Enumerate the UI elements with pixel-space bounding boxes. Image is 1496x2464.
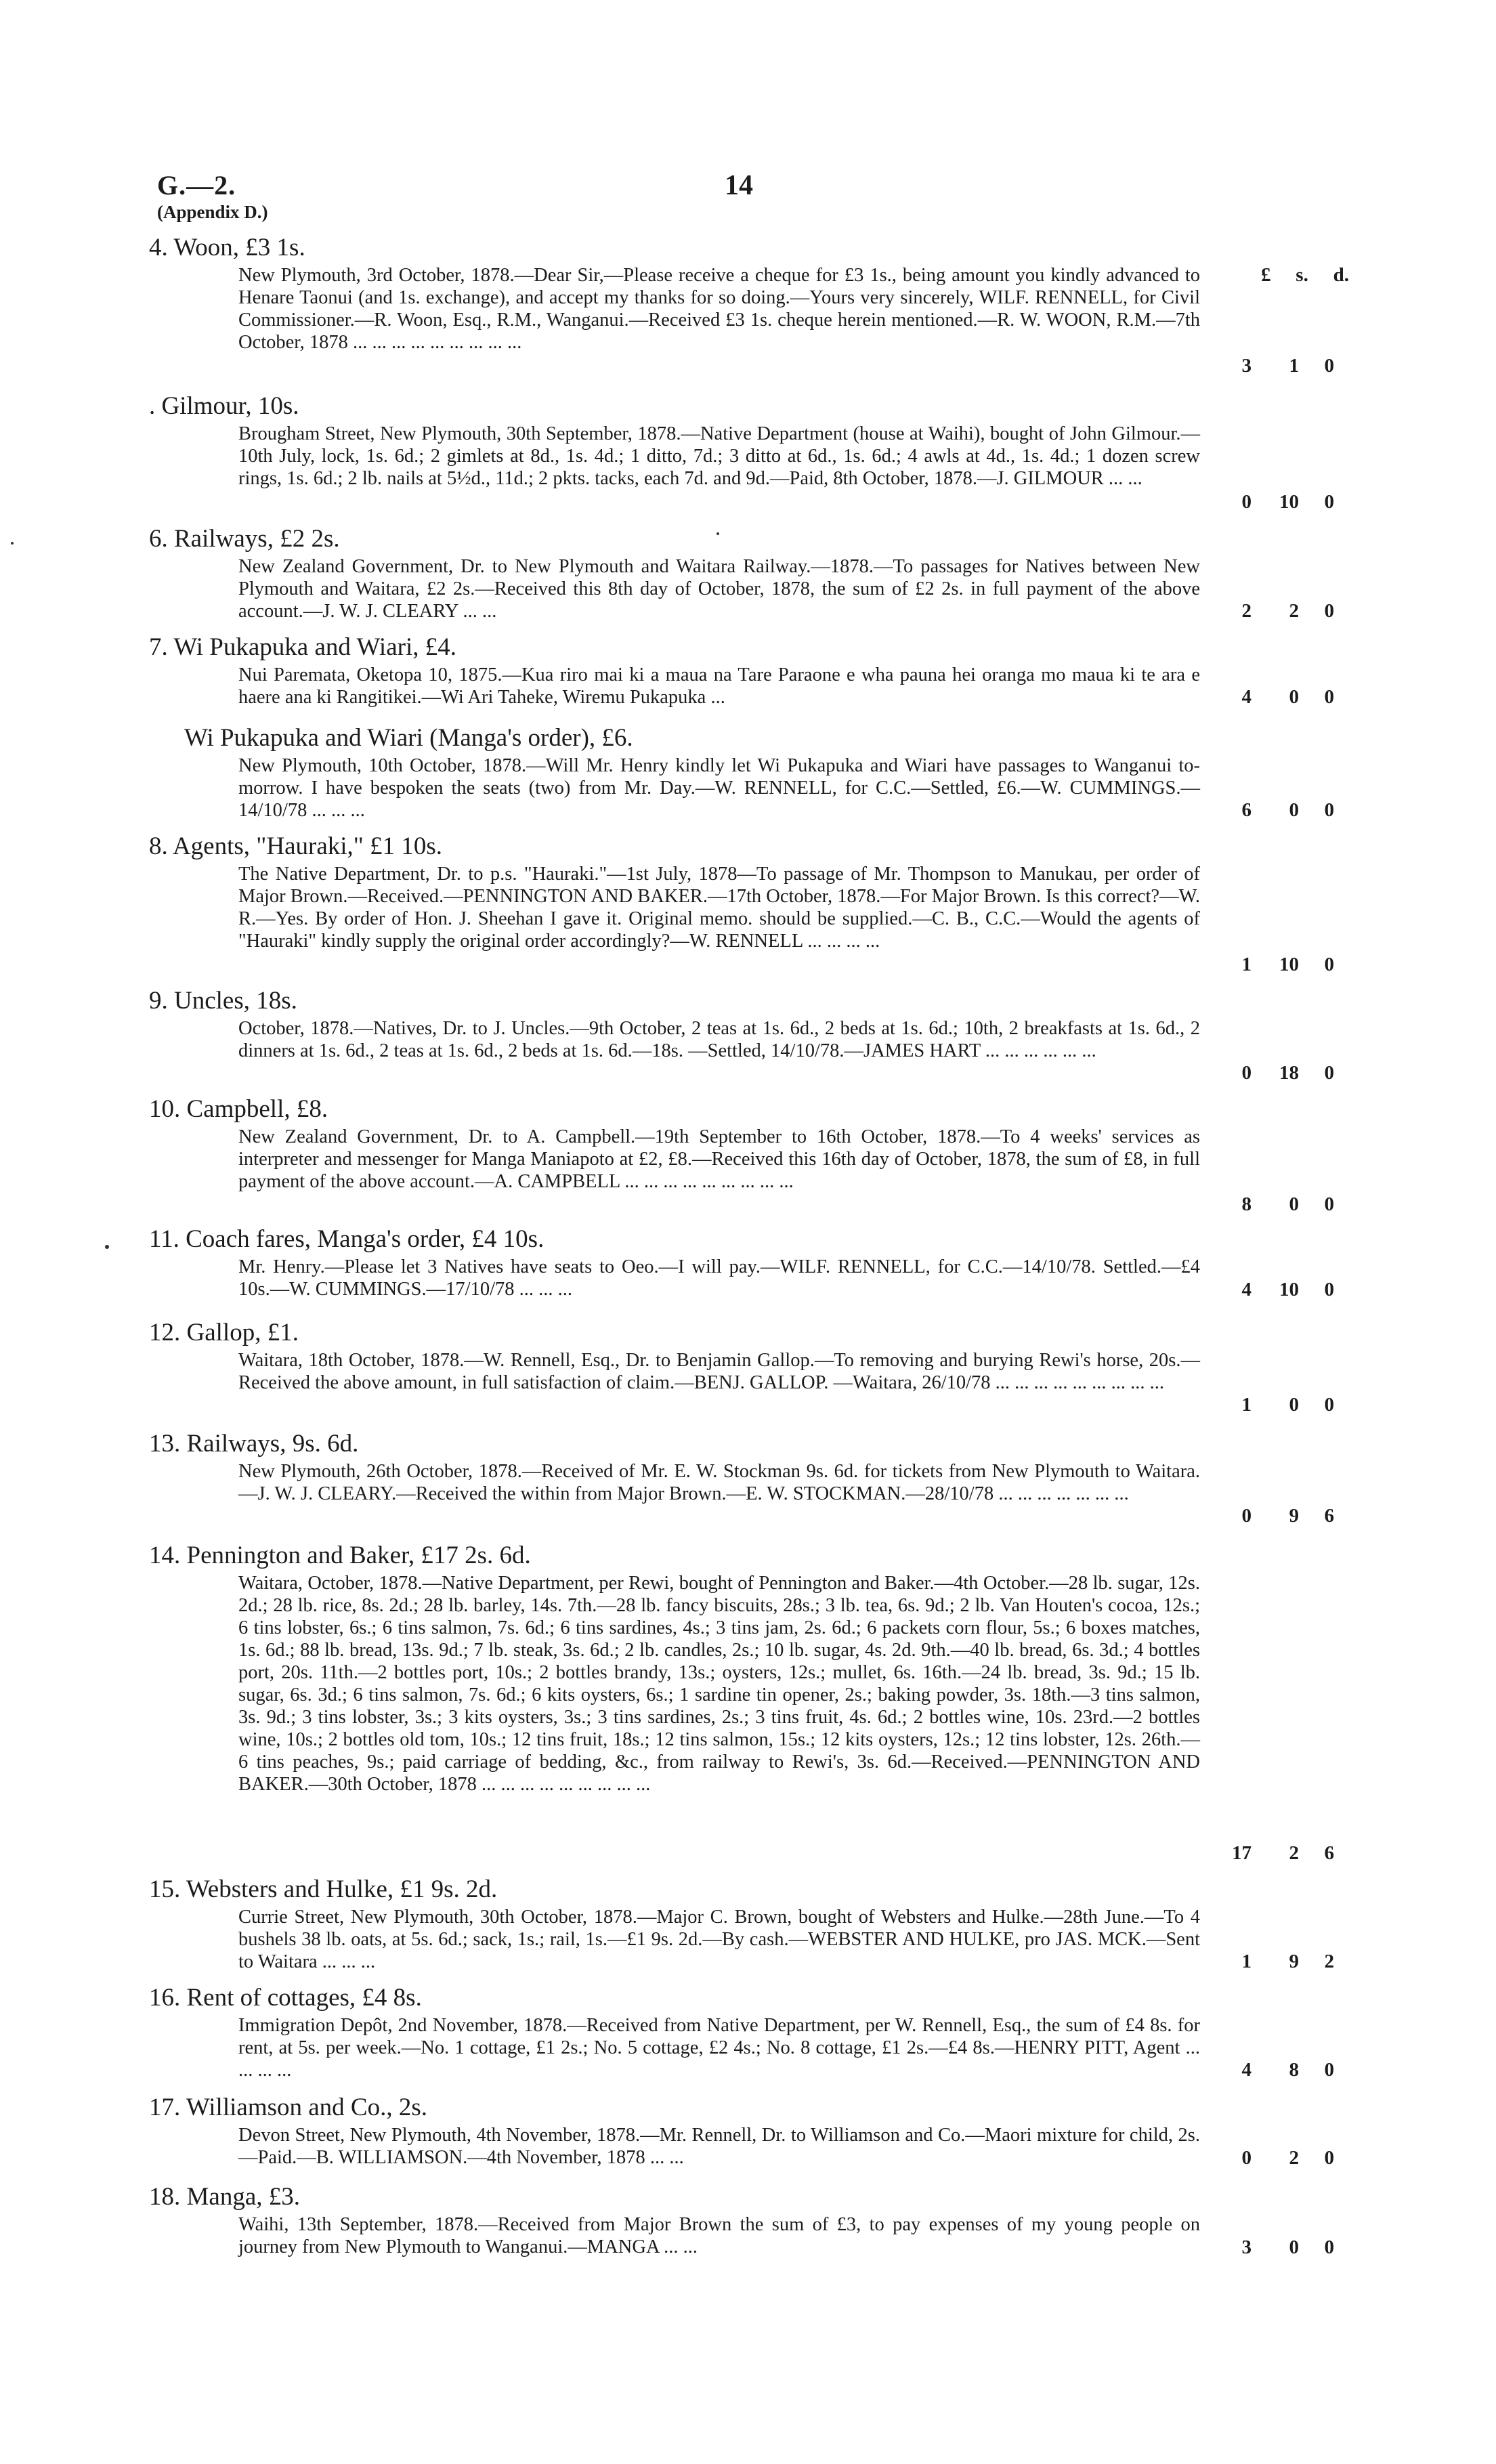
amount-pounds: 1 (1241, 954, 1252, 975)
amount-shillings: 0 (1289, 2236, 1299, 2258)
print-speck (105, 1245, 109, 1249)
entry-title: 6. Railways, £2 2s. (149, 525, 340, 553)
entry-text: New Plymouth, 26th October, 1878.—Received of Mr. E. W. Stockman 9s. 6d. for tickets from New Plymouth to Waitara.—J. W. J. CLEARY.—Received the within from Major Brown.—E. W. STOCKMAN.—28/10/78 ... ... ... ... ... ... ... (238, 1461, 1200, 1504)
amount-shillings: 10 (1279, 491, 1299, 513)
entry-text: Devon Street, New Plymouth, 4th November, 1878.—Mr. Rennell, Dr. to Williamson and Co.—Maori mixture for child, 2s.—Paid.—B. WILLIAMSON.—4th November, 1878 ... ... (238, 2125, 1200, 2168)
entry-title: 13. Railways, 9s. 6d. (149, 1430, 359, 1458)
entry-title: 8. Agents, "Hauraki," £1 10s. (149, 832, 443, 860)
amount-pence: 0 (1324, 2147, 1334, 2169)
currency-header (1261, 264, 1349, 286)
entry-title: 11. Coach fares, Manga's order, £4 10s. (149, 1225, 544, 1253)
entry-title: 4. Woon, £3 1s. (149, 234, 305, 261)
entry-amount (1219, 1842, 1334, 1865)
entry-text: New Plymouth, 3rd October, 1878.—Dear Sir,—Please receive a cheque for £3 1s., being amount you kindly advanced to Henare Taonui (and 1s. exchange), and accept my thanks for so doing.—Yours very sincerely, WILF. RENNELL, for Civil Commissioner.—R. Woon, Esq., R.M., Wanganui.—Received £3 1s. cheque herein mentioned.—R. W. WOON, R.M.—7th October, 1878 ... ... ... ... ... ... ... ... ... (238, 265, 1200, 353)
entry-text: The Native Department, Dr. to p.s. "Hauraki."—1st July, 1878—To passage of Mr. Thompson to Manukau, per order of Major Brown.—Received.—PENNINGTON AND BAKER.—17th October, 1878.—For Major Brown. Is this correct?—W. R.—Yes. By order of Hon. J. Sheehan I gave it. Original memo. should be supplied.—C. B., C.C.—Would the agents of "Hauraki" kindly supply the original order accordingly?—W. RENNELL ... ... ... ... (238, 864, 1200, 952)
entry-amount (1219, 686, 1334, 708)
print-speck (11, 542, 14, 545)
entry-title: . Gilmour, 10s. (149, 392, 299, 420)
entry-title: 12. Gallop, £1. (149, 1319, 299, 1346)
amount-pounds: 8 (1241, 1193, 1252, 1215)
amount-pence: 0 (1324, 799, 1334, 821)
amount-pence: 0 (1324, 954, 1334, 975)
entry-amount (1219, 600, 1334, 622)
amount-pounds: 0 (1241, 2147, 1252, 2169)
appendix-label: (Appendix D.) (157, 202, 268, 222)
amount-shillings: 0 (1289, 686, 1299, 708)
document-reference: G.—2. (157, 170, 236, 200)
entry-text: Immigration Depôt, 2nd November, 1878.—Received from Native Department, per W. Rennell, Esq., the sum of £4 8s. for rent, at 5s. per week.—No. 1 cottage, £1 2s.; No. 5 cottage, £2 4s.; No. 8 cottage, £1 2s.—£4 8s.—HENRY PITT, Agent ... ... ... ... (238, 2015, 1200, 2081)
amount-pounds: 17 (1232, 1842, 1252, 1864)
entry-text: Waitara, October, 1878.—Native Department, per Rewi, bought of Pennington and Baker.—4th October.—28 lb. sugar, 12s. 2d.; 28 lb. rice, 8s. 2d.; 28 lb. barley, 14s. 7th.—28 lb. fancy biscuits, 28s.; 3 lb. tea, 6s. 9d.; 2 lb. Van Houten's cocoa, 12s.; 6 tins lobster, 6s.; 6 tins salmon, 7s. 6d.; 6 tins sardines, 4s.; 3 tins jam, 2s. 6d.; 6 packets corn flour, 5s.; 6 boxes matches, 1s. 6d.; 88 lb. bread, 13s. 9d.; 7 lb. steak, 3s. 6d.; 2 lb. candles, 2s.; 10 lb. sugar, 4s. 2d. 9th.—40 lb. bread, 6s. 3d.; 4 bottles port, 20s. 11th.—2 bottles port, 10s.; 2 bottles brandy, 13s.; oysters, 12s.; mullet, 6s. 16th.—24 lb. bread, 3s. 9d.; 15 lb. sugar, 6s. 3d.; 6 tins salmon, 7s. 6d.; 6 kits oysters, 6s.; 1 sardine tin opener, 2s.; baking powder, 3s. 18th.—3 tins salmon, 3s. 9d.; 3 tins lobster, 3s.; 3 kits oysters, 3s.; 3 tins sardines, 2s.; 3 tins fruit, 4s. 6d.; 2 bottles wine, 10s. 23rd.—2 bottles wine, 10s.; 2 bottles old tom, 10s.; 12 tins fruit, 18s.; 12 tins salmon, 15s.; 12 kits oysters, 12s.; 12 tins lobster, 12s. 26th.—6 tins peaches, 9s.; paid carriage of bedding, &c., from railway to Rewi's, 3s. 6d.—Received.—PENNINGTON AND BAKER.—30th October, 1878 ... ... ... ... ... ... ... ... ... (238, 1573, 1200, 1795)
entry-title: 7. Wi Pukapuka and Wiari, £4. (149, 633, 456, 661)
pence-column-header: d. (1333, 264, 1349, 286)
amount-shillings: 0 (1289, 1394, 1299, 1416)
amount-pence: 0 (1324, 600, 1334, 622)
amount-shillings: 10 (1279, 1279, 1299, 1300)
amount-pounds: 0 (1241, 1062, 1252, 1084)
entry-text: Nui Paremata, Oketopa 10, 1875.—Kua riro mai ki a maua na Tare Paraone e wha pauna hei oranga mo maua ki te ara e haere ana ki Rangitikei.—Wi Ari Taheke, Wiremu Pukapuka ... (238, 664, 1200, 708)
entry-title: 14. Pennington and Baker, £17 2s. 6d. (149, 1542, 531, 1569)
amount-pence: 0 (1324, 1193, 1334, 1215)
amount-shillings: 18 (1279, 1062, 1299, 1084)
entry-amount (1219, 491, 1334, 513)
amount-pence: 0 (1324, 1279, 1334, 1300)
amount-pounds: 0 (1241, 491, 1252, 513)
entry-title: 15. Websters and Hulke, £1 9s. 2d. (149, 1875, 498, 1903)
amount-pence: 0 (1324, 686, 1334, 708)
entry-amount (1219, 1951, 1334, 1973)
amount-pence: 6 (1324, 1842, 1334, 1864)
amount-shillings: 8 (1289, 2059, 1299, 2081)
entry-amount (1219, 355, 1334, 377)
entry-text: Brougham Street, New Plymouth, 30th September, 1878.—Native Department (house at Waihi), bought of John Gilmour.—10th July, lock, 1s. 6d.; 2 gimlets at 8d., 1s. 4d.; 1 ditto, 7d.; 3 ditto at 6d., 1s. 6d.; 4 awls at 4d., 1s. 4d.; 1 dozen screw rings, 1s. 6d.; 2 lb. nails at 5½d., 11d.; 2 pkts. tacks, each 7d. and 9d.—Paid, 8th October, 1878.—J. GILMOUR ... ... (238, 423, 1200, 489)
amount-pounds: 3 (1241, 355, 1252, 377)
entry-amount (1219, 1062, 1334, 1084)
amount-shillings: 9 (1289, 1951, 1299, 1972)
entry-text: October, 1878.—Natives, Dr. to J. Uncles.—9th October, 2 teas at 1s. 6d., 2 beds at 1s. 6d.; 10th, 2 breakfasts at 1s. 6d., 2 dinners at 1s. 6d., 2 teas at 1s. 6d., 2 beds at 1s. 6d.—18s. —Settled, 14/10/78.—JAMES HART ... ... ... ... ... ... (238, 1018, 1200, 1061)
amount-shillings: 2 (1289, 2147, 1299, 2169)
amount-pounds: 1 (1241, 1951, 1252, 1972)
entry-amount (1219, 1394, 1334, 1416)
amount-shillings: 1 (1289, 355, 1299, 377)
entry-title: Wi Pukapuka and Wiari (Manga's order), £6. (184, 724, 633, 752)
amount-pounds: 4 (1241, 2059, 1252, 2081)
amount-shillings: 0 (1289, 799, 1299, 821)
amount-shillings: 0 (1289, 1193, 1299, 1215)
amount-pounds: 4 (1241, 686, 1252, 708)
entry-amount (1219, 2059, 1334, 2081)
amount-pounds: 1 (1241, 1394, 1252, 1416)
amount-pounds: 2 (1241, 600, 1252, 622)
amount-pence: 2 (1324, 1951, 1334, 1972)
entry-text: New Zealand Government, Dr. to New Plymouth and Waitara Railway.—1878.—To passages for Natives between New Plymouth and Waitara, £2 2s.—Received this 8th day of October, 1878, the sum of £2 2s. in full payment of the above account.—J. W. J. CLEARY ... ... (238, 556, 1200, 622)
entry-text: Waihi, 13th September, 1878.—Received from Major Brown the sum of £3, to pay expenses of my young people on journey from New Plymouth to Wanganui.—MANGA ... ... (238, 2214, 1200, 2257)
amount-pence: 0 (1324, 491, 1334, 513)
amount-shillings: 10 (1279, 954, 1299, 975)
amount-pence: 0 (1324, 2236, 1334, 2258)
amount-pounds: 3 (1241, 2236, 1252, 2258)
entry-amount (1219, 2236, 1334, 2259)
entry-amount (1219, 1193, 1334, 1216)
pounds-column-header: £ (1261, 264, 1271, 286)
page-number: 14 (725, 170, 753, 201)
entry-title: 16. Rent of cottages, £4 8s. (149, 1984, 422, 2012)
entry-amount (1219, 954, 1334, 976)
amount-pence: 0 (1324, 1394, 1334, 1416)
entry-amount (1219, 1505, 1334, 1527)
amount-pence: 0 (1324, 355, 1334, 377)
entry-title: 17. Williamson and Co., 2s. (149, 2094, 427, 2121)
print-speck (717, 532, 719, 535)
entry-text: Waitara, 18th October, 1878.—W. Rennell, Esq., Dr. to Benjamin Gallop.—To removing and burying Rewi's horse, 20s.—Received the above amount, in full satisfaction of claim.—BENJ. GALLOP. —Waitara, 26/10/78 ... ... ... ... ... ... ... ... ... (238, 1350, 1200, 1393)
entry-text: New Plymouth, 10th October, 1878.—Will Mr. Henry kindly let Wi Pukapuka and Wiari have passages to Wanganui to-morrow. I have bespoken the seats (two) from Mr. Day.—W. RENNELL, for C.C.—Settled, £6.—W. CUMMINGS.—14/10/78 ... ... ... (238, 755, 1200, 821)
entry-title: 10. Campbell, £8. (149, 1095, 328, 1123)
entry-text: Mr. Henry.—Please let 3 Natives have seats to Oeo.—I will pay.—WILF. RENNELL, for C.C.—14/10/78. Settled.—£4 10s.—W. CUMMINGS.—17/10/78 ... ... ... (238, 1256, 1200, 1300)
amount-shillings: 2 (1289, 600, 1299, 622)
amount-shillings: 9 (1289, 1505, 1299, 1527)
entry-amount (1219, 1279, 1334, 1301)
amount-pounds: 6 (1241, 799, 1252, 821)
entry-amount (1219, 2147, 1334, 2169)
entry-amount (1219, 799, 1334, 822)
amount-shillings: 2 (1289, 1842, 1299, 1864)
entry-text: New Zealand Government, Dr. to A. Campbell.—19th September to 16th October, 1878.—To 4 weeks' services as interpreter and messenger for Manga Maniapoto at £2, £8.—Received this 16th day of October, 1878, the sum of £8, in full payment of the above account.—A. CAMPBELL ... ... ... ... ... ... ... ... ... (238, 1126, 1200, 1192)
amount-pounds: 0 (1241, 1505, 1252, 1527)
amount-pence: 0 (1324, 1062, 1334, 1084)
entry-title: 9. Uncles, 18s. (149, 987, 297, 1015)
amount-pence: 0 (1324, 2059, 1334, 2081)
entry-title: 18. Manga, £3. (149, 2183, 300, 2211)
amount-pounds: 4 (1241, 1279, 1252, 1300)
amount-pence: 6 (1324, 1505, 1334, 1527)
entry-text: Currie Street, New Plymouth, 30th October, 1878.—Major C. Brown, bought of Websters and Hulke.—28th June.—To 4 bushels 38 lb. oats, at 5s. 6d.; sack, 1s.; rail, 1s.—£1 9s. 2d.—By cash.—WEBSTER AND HULKE, pro JAS. MCK.—Sent to Waitara ... ... ... (238, 1907, 1200, 1972)
shillings-column-header: s. (1296, 264, 1308, 286)
